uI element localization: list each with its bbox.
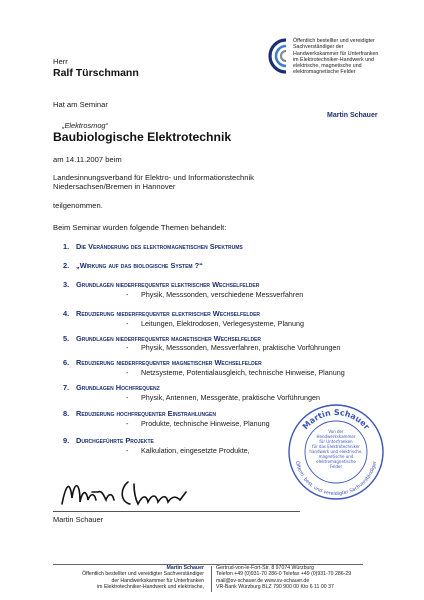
topic-detail-text: Produkte, technische Hinweise, Planung bbox=[141, 419, 270, 428]
logo-text-line: Sachverständiger der bbox=[293, 44, 344, 51]
stamp-inner-line: magnetische und bbox=[318, 454, 354, 459]
salutation: Herr bbox=[53, 57, 68, 66]
bullet: - bbox=[126, 319, 129, 328]
handwritten-signature bbox=[58, 474, 198, 512]
topic-detail-text: Physik, Messsonden, Messverfahren, praktische Vorführungen bbox=[141, 343, 341, 352]
topic-detail-text: Kalkulation, eingesetzte Produkte, bbox=[141, 446, 250, 455]
logo-text-line: Handwerkskammer für Unterfranken bbox=[293, 50, 379, 57]
topic-item bbox=[63, 358, 262, 367]
logo-text-line: elektromagnetische Felder bbox=[293, 69, 356, 76]
topic-detail bbox=[126, 319, 305, 328]
seminar-date: am 14.11.2007 beim bbox=[53, 155, 122, 164]
footer-line: der Handwerkskammer für Unterfranken bbox=[111, 577, 204, 584]
bullet: - bbox=[126, 343, 129, 352]
footer-col-2 bbox=[216, 565, 386, 591]
topic-detail bbox=[126, 343, 341, 352]
topic-detail-text: Leitungen, Elektrodosen, Verlegesysteme, Planung bbox=[141, 319, 305, 328]
topic-item bbox=[63, 261, 203, 270]
topic-detail bbox=[126, 368, 345, 377]
topic-title: „Wirkung auf das biologische System ?“ bbox=[76, 261, 203, 270]
footer-col-1 bbox=[74, 565, 204, 591]
stamp-inner-line: handwerk und elektrische, bbox=[309, 449, 363, 454]
bullet: - bbox=[126, 368, 129, 377]
topic-title: Grundlagen niederfrequenter elektrischer Wechselfelder bbox=[76, 280, 260, 289]
stamp-inner-line: Felder bbox=[329, 464, 343, 469]
topic-number: 8. bbox=[63, 409, 70, 418]
topic-item bbox=[63, 409, 216, 418]
seminar-title: Baubiologische Elektrotechnik bbox=[53, 130, 232, 144]
footer-company: Martin Schauer bbox=[166, 565, 204, 571]
stamp-inner-line: elektromagnetische bbox=[316, 459, 356, 464]
signature-name: Martin Schauer bbox=[53, 515, 104, 524]
topic-item bbox=[63, 436, 154, 445]
topic-title: Durchgeführte Projekte bbox=[76, 436, 154, 445]
topic-detail-text: Netzsysteme, Potentialausgleich, technische Hinweise, Planung bbox=[141, 368, 345, 377]
footer-bank: VR-Bank Würzburg BLZ 790 900 00 Kto 6 11 00 37 bbox=[216, 584, 334, 591]
topic-number: 2. bbox=[63, 261, 70, 270]
topic-number: 9. bbox=[63, 436, 70, 445]
logo-text-line: Öffentlich bestellter und vereidigter bbox=[293, 38, 375, 44]
recipient-name: Ralf Türschmann bbox=[53, 67, 139, 79]
stamp-bottom-text: Öffentl. best. und vereidigter Sachverständiger bbox=[293, 460, 379, 498]
organizer-line-1: Landesinnungsverband für Elektro- und Informationstechnik bbox=[53, 173, 254, 182]
topic-number: 5. bbox=[63, 334, 70, 343]
topic-item bbox=[63, 280, 260, 289]
seminar-subtitle: „Elektrosmog“ bbox=[62, 121, 108, 130]
logo-text-line: im Elektrotechniker-Handwerk und bbox=[293, 56, 374, 63]
stamp-seal-icon bbox=[286, 402, 386, 502]
footer-phone: Telefon +49 (0)931-70 286-0 Telefax +49 (0)931-70 286-29 bbox=[216, 571, 352, 578]
logo-text bbox=[293, 38, 418, 76]
participated-text: teilgenommen. bbox=[53, 201, 103, 210]
footer-line: im Elektrotechniker-Handwerk und elektrische, bbox=[97, 584, 204, 591]
stamp-top-text: Martin Schauer bbox=[300, 407, 372, 432]
logo-name: Martin Schauer bbox=[327, 112, 378, 119]
topic-title: Grundlagen Hochfrequenz bbox=[76, 383, 160, 392]
stamp-inner-line: Handwerkskammer bbox=[316, 434, 356, 439]
topic-number: 1. bbox=[63, 242, 70, 251]
logo bbox=[266, 36, 288, 76]
intro-text: Hat am Seminar bbox=[53, 100, 108, 109]
stamp-inner-line: Von der bbox=[328, 429, 344, 434]
logo-text-line: elektrische, magnetische und bbox=[293, 63, 362, 70]
topic-detail bbox=[126, 290, 304, 299]
bullet: - bbox=[126, 419, 129, 428]
bullet: - bbox=[126, 446, 129, 455]
stamp-inner-line: für Unterfranken bbox=[319, 439, 353, 444]
topic-title: Reduzierung niederfrequenter elektrischer Wechselfelder bbox=[76, 309, 261, 318]
topic-title: Die Veränderung des elektromagnetischen Spektrums bbox=[76, 242, 243, 251]
topic-number: 6. bbox=[63, 358, 70, 367]
bullet: - bbox=[126, 290, 129, 299]
topic-detail bbox=[126, 419, 270, 428]
logo-icon bbox=[266, 36, 288, 76]
organizer-line-2: Niedersachsen/Bremen in Hannover bbox=[53, 182, 176, 191]
topic-detail bbox=[126, 446, 250, 455]
topic-detail bbox=[126, 393, 320, 402]
topic-title: Reduzierung hochfrequenter Einstrahlungen bbox=[76, 409, 216, 418]
topic-item bbox=[63, 334, 262, 343]
bullet: - bbox=[126, 393, 129, 402]
topic-item bbox=[63, 309, 261, 318]
stamp-inner-line: für das Elektrotechniker bbox=[312, 444, 360, 449]
topic-detail-text: Physik, Messsonden, verschiedene Messverfahren bbox=[141, 290, 304, 299]
official-stamp bbox=[286, 402, 386, 502]
topic-title: Reduzierung niederfrequenter magnetischer Wechselfelder bbox=[76, 358, 262, 367]
footer-vertical-divider bbox=[211, 566, 212, 592]
footer-web: mail@sv-schauer.de www.sv-schauer.de bbox=[216, 577, 310, 584]
footer-line: Öffentlich bestellter und vereidigter Sachverständiger bbox=[82, 571, 204, 578]
signature-line bbox=[53, 511, 300, 512]
topic-number: 4. bbox=[63, 309, 70, 318]
footer-address: Gertrud-von-le-Fort-Str. 8 97074 Würzburg bbox=[216, 565, 315, 571]
topic-detail-text: Physik, Antennen, Messgeräte, praktische Vorführungen bbox=[141, 393, 320, 402]
topic-number: 7. bbox=[63, 383, 70, 392]
topic-item bbox=[63, 383, 160, 392]
topics-intro: Beim Seminar wurden folgende Themen behandelt: bbox=[53, 223, 227, 232]
topic-number: 3. bbox=[63, 280, 70, 289]
topic-title: Grundlagen niederfrequenter magnetischer Wechselfelder bbox=[76, 334, 262, 343]
topic-item bbox=[63, 242, 243, 251]
